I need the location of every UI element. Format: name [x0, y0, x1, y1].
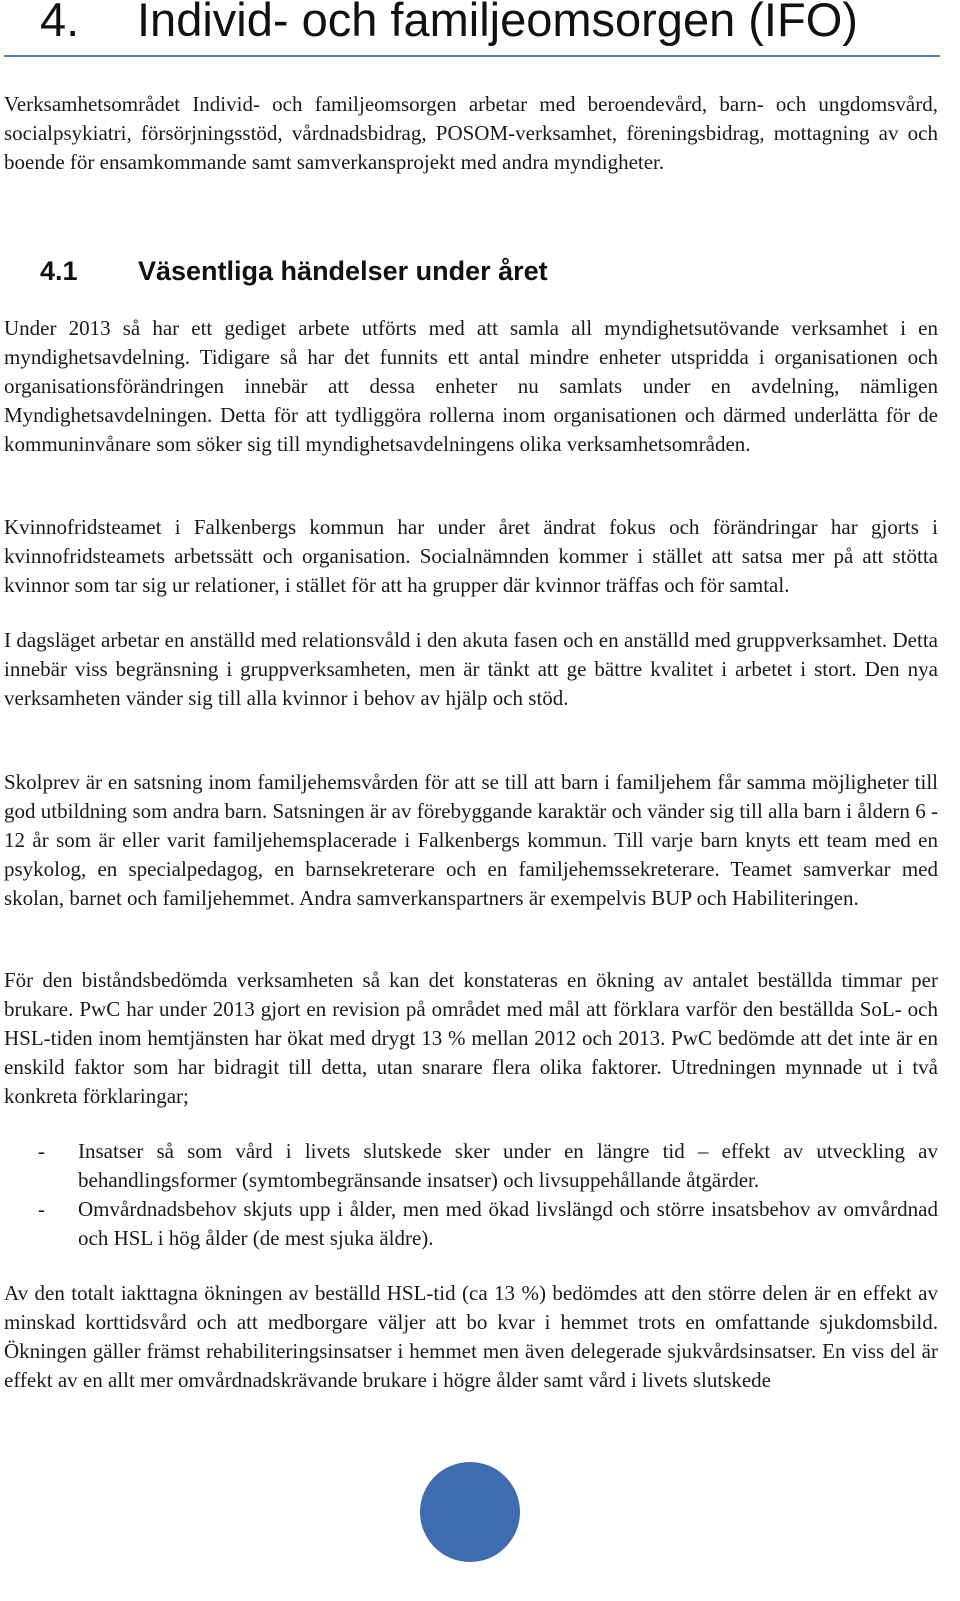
chapter-title — [40, 0, 940, 50]
list-item — [4, 1137, 938, 1195]
paragraph-bistandsbedomda: För den biståndsbedömda verksamheten så kan det konstateras en ökning av antalet beställda timmar per brukare. PwC har under 2013 gjort en revision på området med mål att förklara varför den beställda SoL- och HSL-tiden inom hemtjänsten har ökat med drygt 13 % mellan 2012 och 2013. PwC bedömde att det inte är en enskild faktor som har bidragit till detta, utan snarare flera olika faktorer. Utredningen mynnade ut i två konkreta förklaringar; — [4, 968, 938, 1108]
chapter-number: 4. — [40, 0, 80, 46]
list-item-text: Insatser så som vård i livets slutskede sker under en längre tid – effekt av utveckling av behandlingsformer (symtombegränsande insatser) och livsuppehållande åtgärder. — [78, 1139, 938, 1192]
explanation-list — [4, 1137, 938, 1253]
section-heading — [40, 254, 548, 288]
dash-bullet: - — [38, 1139, 45, 1163]
list-item-text: Omvårdnadsbehov skjuts upp i ålder, men med ökad livslängd och större insatsbehov av omvårdnad och HSL i hög ålder (de mest sjuka äldre). — [78, 1197, 938, 1250]
page-number-circle — [420, 1462, 520, 1562]
closing-paragraph: Av den totalt iakttagna ökningen av beställd HSL-tid (ca 13 %) bedömdes att den större delen är en effekt av minskad korttidsvård och att medborgare väljer att bo kvar i hemmet trots en omfattande sjukdomsbild. Ökningen gäller främst rehabiliteringsinsatser i hemmet men även delegerade sjukvårdsinsatser. En viss del är effekt av en allt mer omvårdnadskrävande brukare i högre ålder samt vård i livets slutskede — [4, 1281, 938, 1392]
paragraph-myndighetsavdelning: Under 2013 så har ett gediget arbete utförts med att samla all myndighetsutövande verksamhet i en myndighetsavdelning. Tidigare så har det funnits ett antal mindre enheter utspridda i organisationen och organisationsförändringen innebär att dessa enheter nu samlats under en avdelning, nämligen Myndighetsavdelningen. Detta för att tydliggöra rollerna inom organisationen och därmed underlätta för de kommuninvånare som söker sig till myndighetsavdelningens olika verksamhetsområden. — [4, 316, 938, 456]
intro-paragraph: Verksamhetsområdet Individ- och familjeomsorgen arbetar med beroendevård, barn- och ungdomsvård, socialpsykiatri, försörjningsstöd, vårdnadsbidrag, POSOM-verksamhet, föreningsbidrag, mottagning av och boende för ensamkommande samt samverkansprojekt med andra myndigheter. — [4, 92, 938, 174]
section-title-text: Väsentliga händelser under året — [138, 256, 548, 286]
dash-bullet: - — [38, 1197, 45, 1221]
section-number: 4.1 — [40, 256, 78, 286]
list-item — [4, 1195, 938, 1253]
paragraph-kvinnofridsteamet: Kvinnofridsteamet i Falkenbergs kommun har under året ändrat fokus och förändringar har gjorts i kvinnofridsteamets arbetssätt och organisation. Socialnämnden kommer i stället att satsa mer på att stötta kvinnor som tar sig ur relationer, i stället för att ha grupper där kvinnor träffas och för samtal. — [4, 515, 938, 597]
paragraph-relationsvald: I dagsläget arbetar en anställd med relationsvåld i den akuta fasen och en anställd med gruppverksamhet. Detta innebär viss begränsning i gruppverksamheten, men är tänkt att ge bättre kvalitet i arbetet i stort. Den nya verksamheten vänder sig till alla kvinnor i behov av hjälp och stöd. — [4, 628, 938, 710]
chapter-title-text: Individ- och familjeomsorgen (IFO) — [137, 0, 858, 46]
title-underline-rule — [4, 55, 940, 57]
paragraph-skolprev: Skolprev är en satsning inom familjehemsvården för att se till att barn i familjehem får samma möjligheter till god utbildning som andra barn. Satsningen är av förebyggande karaktär och vänder sig till alla barn i åldern 6 - 12 år som är eller varit familjehemsplacerade i Falkenbergs kommun. Till varje barn knyts ett team med en psykolog, en specialpedagog, en barnsekreterare och en familjehemssekreterare. Teamet samverkar med skolan, barnet och familjehemmet. Andra samverkanspartners är exempelvis BUP och Habiliteringen. — [4, 770, 938, 910]
